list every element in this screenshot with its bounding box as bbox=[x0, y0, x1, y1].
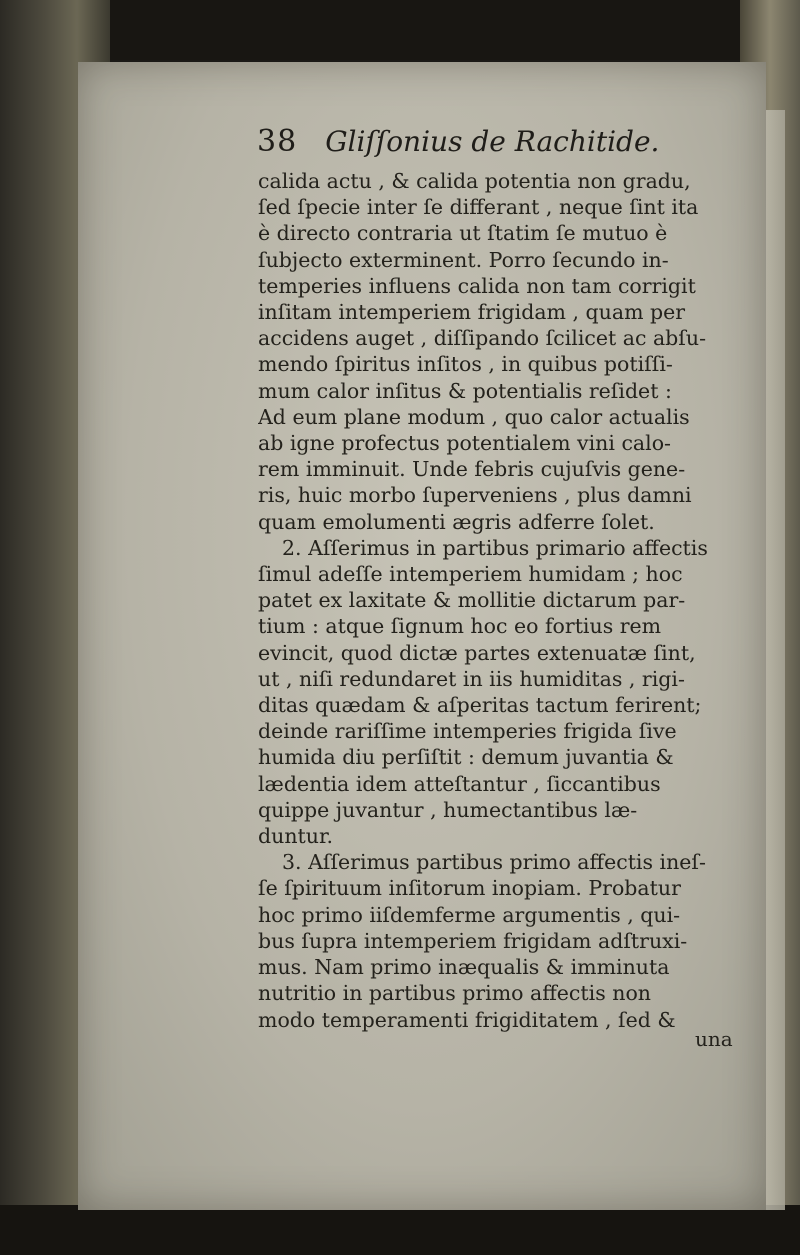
text-line: calida actu , & calida potentia non gradu, bbox=[258, 169, 691, 193]
text-line: quam emolumenti ægris adferre ſolet. bbox=[258, 509, 655, 534]
text-line: lædentia idem atteſtantur , ſiccantibus bbox=[258, 771, 661, 796]
text-line: ab igne profectus potentialem vini calo- bbox=[258, 431, 671, 456]
body-text bbox=[258, 168, 750, 1033]
text-line: ris, huic morbo ſuperveniens , plus damni bbox=[258, 483, 692, 508]
text-line: mus. Nam primo inæqualis & imminuta bbox=[258, 955, 670, 980]
text-line: inſitam intemperiem frigidam , quam per bbox=[258, 300, 686, 325]
text-line: temperies influens calida non tam corrigit bbox=[258, 273, 696, 298]
scan-bottom-shadow bbox=[0, 1205, 800, 1255]
text-line: ſimul adeſſe intemperiem humidam ; hoc bbox=[258, 562, 683, 587]
text-line: humida diu perſiſtit : demum juvantia & bbox=[258, 745, 674, 770]
text-line: modo temperamenti frigiditatem , ſed & bbox=[258, 1007, 676, 1032]
text-line: nutritio in partibus primo affectis non bbox=[258, 981, 651, 1006]
page-header bbox=[257, 124, 659, 164]
text-line: ut , niſi redundaret in iis humiditas , rigi- bbox=[258, 666, 685, 691]
text-line: duntur. bbox=[258, 824, 334, 849]
running-head: Gliſſonius de Rachitide. bbox=[325, 125, 660, 158]
text-line: quippe juvantur , humectantibus læ- bbox=[258, 797, 638, 822]
text-line: deinde rariſſime intemperies frigida ſive bbox=[258, 719, 677, 744]
paragraph-start-line: 2. Aſſerimus in partibus primario affectis bbox=[282, 535, 708, 560]
page-number: 38 bbox=[257, 124, 298, 159]
scan-top-shadow bbox=[0, 0, 800, 60]
text-line: evincit, quod dictæ partes extenuatæ ſint, bbox=[258, 640, 696, 665]
text-line: ditas quædam & aſperitas tactum ferirent; bbox=[258, 693, 702, 718]
text-line: bus ſupra intemperiem frigidam adſtruxi- bbox=[258, 928, 688, 953]
paragraph-start-line: 3. Aſſerimus partibus primo affectis ineſ- bbox=[282, 850, 706, 875]
text-line: ſubjecto exterminent. Porro ſecundo in- bbox=[258, 247, 669, 272]
text-line: patet ex laxitate & mollitie dictarum par- bbox=[258, 588, 686, 613]
text-line: è directo contraria ut ſtatim ſe mutuo è bbox=[258, 221, 668, 246]
text-line: Ad eum plane modum , quo calor actualis bbox=[258, 404, 690, 429]
text-line: accidens auget , diſſipando ſcilicet ac abſu- bbox=[258, 326, 707, 351]
text-line: rem imminuit. Unde febris cujuſvis gene- bbox=[258, 457, 686, 482]
text-line: mum calor inſitus & potentialis reſidet : bbox=[258, 378, 672, 403]
text-line: ſe ſpirituum inſitorum inopiam. Probatur bbox=[258, 876, 681, 901]
text-line: tium : atque ſignum hoc eo fortius rem bbox=[258, 614, 662, 639]
text-line: mendo ſpiritus inſitos , in quibus potiſſi- bbox=[258, 352, 673, 377]
text-line: ſed ſpecie inter ſe differant , neque ſint ita bbox=[258, 195, 699, 220]
catchword: una bbox=[695, 1027, 733, 1051]
text-line: hoc primo iiſdemferme argumentis , qui- bbox=[258, 902, 681, 927]
